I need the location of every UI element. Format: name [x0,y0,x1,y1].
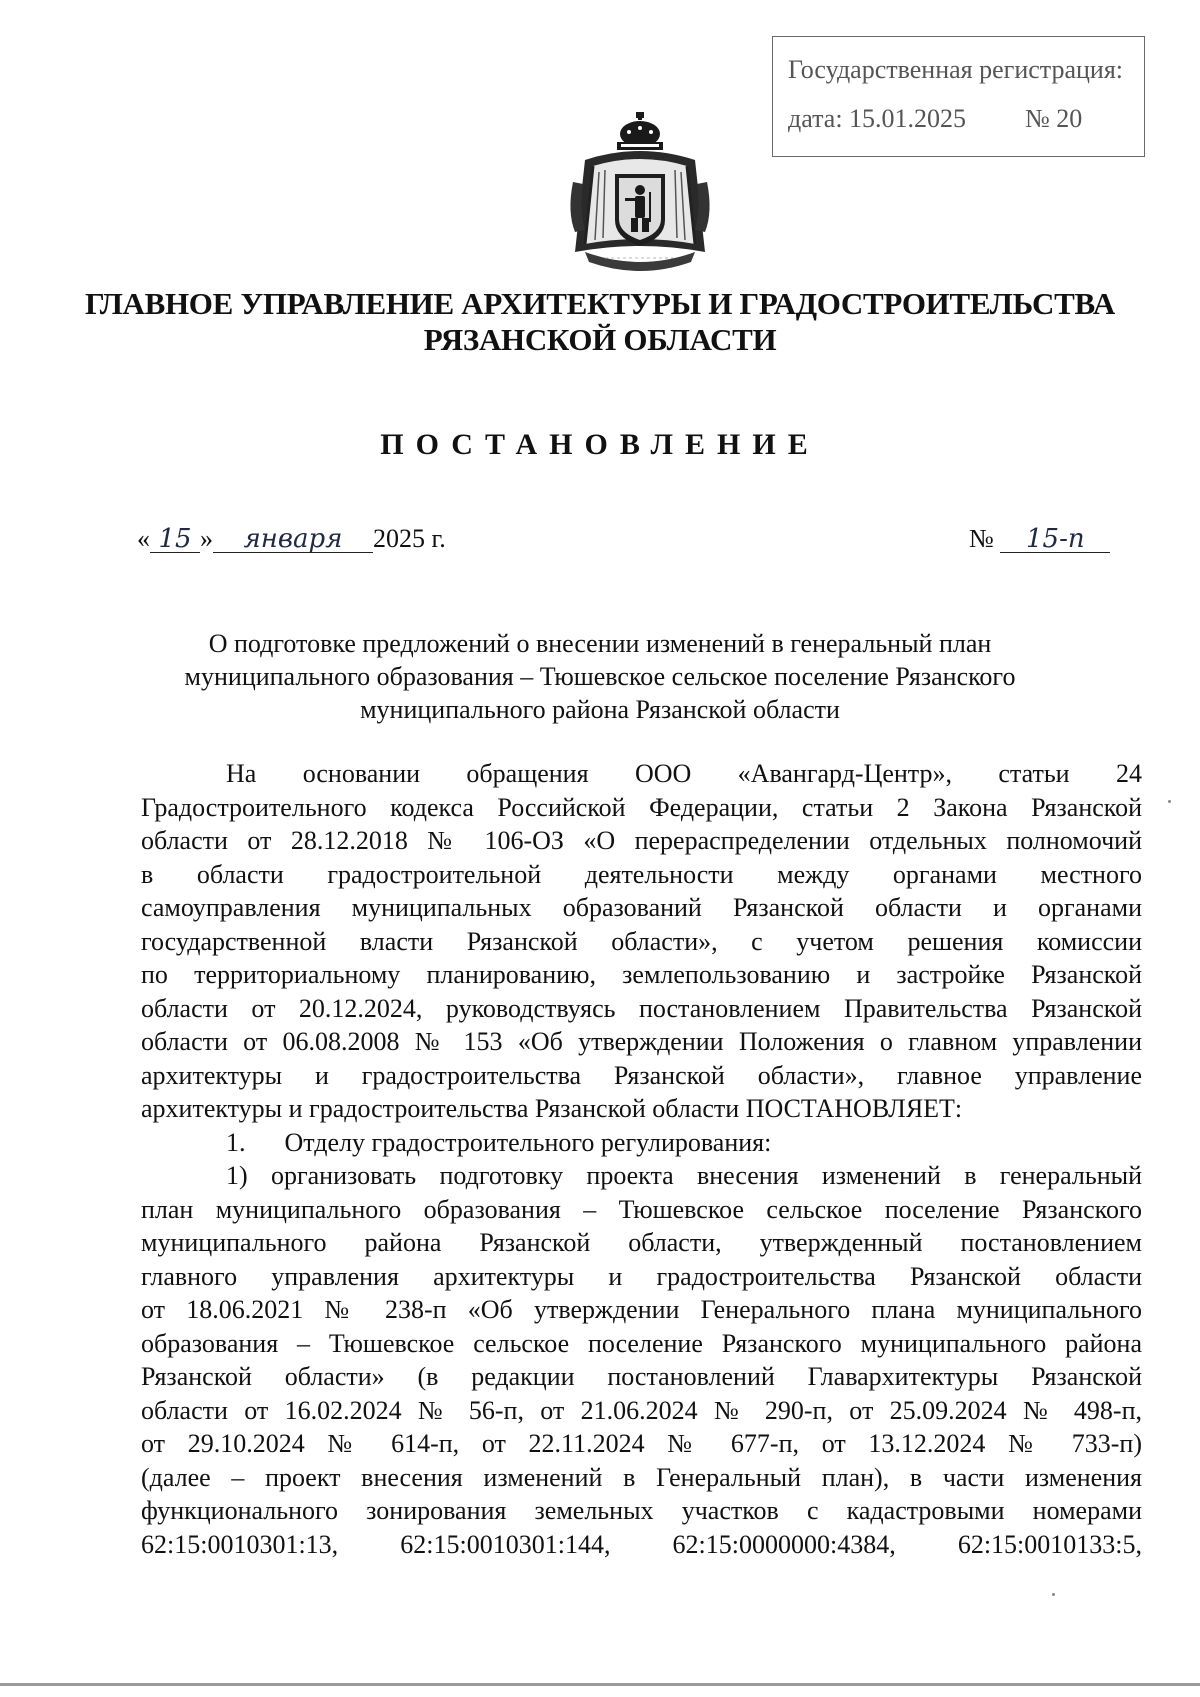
body-line: образования – Тюшевское сельское поселение Рязанского муниципального района [141,1328,1142,1358]
document-type-title: ПОСТАНОВЛЕНИЕ [380,428,820,461]
body-line: Градостроительного кодекса Российской Федерации, статьи 2 Закона Рязанской [141,792,1142,822]
body-line: государственной власти Рязанской области», с учетом решения комиссии [141,926,1142,956]
body-line: архитектуры и градостроительства Рязанской области», главное управление [141,1060,1142,1090]
date-close-quote: » [200,524,213,553]
registration-date: дата: 15.01.2025 [788,104,967,133]
body-line: Рязанской области» (в редакции постановлений Главархитектуры Рязанской [141,1362,1142,1391]
organization-name-line-2: РЯЗАНСКОЙ ОБЛАСТИ [423,322,777,357]
document-date [137,524,446,554]
body-line: муниципального района Рязанской области, утвержденный постановлением [141,1228,1142,1257]
body-line: архитектуры и градостроительства Рязанской области ПОСТАНОВЛЯЕТ: [141,1094,963,1123]
date-year: 2025 г. [373,524,446,553]
handwritten-number: 15-п [1000,526,1110,553]
date-open-quote: « [137,524,150,553]
organization-name-line-1: ГЛАВНОЕ УПРАВЛЕНИЕ АРХИТЕКТУРЫ И ГРАДОСТРОИТЕЛЬСТВА [84,286,1115,321]
registration-title: Государственная регистрация: [788,55,1124,84]
document-subject [150,627,1050,726]
body-line: 62:15:0010301:13, 62:15:0010301:144, 62:15:0000000:4384, 62:15:0010133:5, [141,1529,1142,1559]
body-line: 1. Отделу градостроительного регулирования: [226,1127,772,1157]
registration-number: № 20 [1025,104,1083,133]
body-line: по территориальному планированию, землепользованию и застройке Рязанской [141,960,1142,989]
scan-speck [1168,800,1171,803]
body-line: план муниципального образования – Тюшевское сельское поселение Рязанского [141,1194,1142,1224]
body-line: от 29.10.2024 № 614-п, от 22.11.2024 № 677-п, от 13.12.2024 № 733-п) [141,1429,1142,1458]
body-line: в области градостроительной деятельности между органами местного [141,859,1142,889]
document-body [141,757,1142,1561]
body-line: области от 20.12.2024, руководствуясь постановлением Правительства Рязанской [141,993,1142,1023]
handwritten-month: января [213,526,373,553]
body-line: от 18.06.2021 № 238-п «Об утверждении Генерального плана муниципального [141,1295,1142,1324]
ryazan-coat-of-arms-icon [565,112,715,277]
subject-line: муниципального образования – Тюшевское сельское поселение Рязанского [184,662,1016,691]
state-registration-stamp [772,36,1145,157]
body-line: главного управления архитектуры и градостроительства Рязанской области [141,1261,1142,1291]
handwritten-day: 15 [150,526,200,553]
body-line: (далее – проект внесения изменений в Генеральный план), в части изменения [141,1462,1142,1492]
body-line: 1) организовать подготовку проекта внесения изменений в генеральный [226,1161,1142,1190]
number-prefix: № [969,524,994,553]
subject-line: О подготовке предложений о внесении изменений в генеральный план [208,629,992,658]
document-number [969,524,1110,554]
subject-line: муниципального района Рязанской области [360,695,840,724]
body-line: области от 28.12.2018 № 106-ОЗ «О перераспределении отдельных полномочий [141,826,1142,855]
body-line: функционального зонирования земельных участков с кадастровыми номерами [141,1496,1142,1525]
scan-edge-line [0,1683,1200,1686]
body-line: самоуправления муниципальных образований Рязанской области и органами [141,893,1142,922]
body-line: области от 06.08.2008 № 153 «Об утверждении Положения о главном управлении [141,1027,1142,1056]
body-line: На основании обращения ООО «Авангард-Центр», статьи 24 [226,759,1142,788]
body-line: области от 16.02.2024 № 56-п, от 21.06.2024 № 290-п, от 25.09.2024 № 498-п, [141,1395,1142,1425]
scan-speck [1052,1593,1055,1596]
